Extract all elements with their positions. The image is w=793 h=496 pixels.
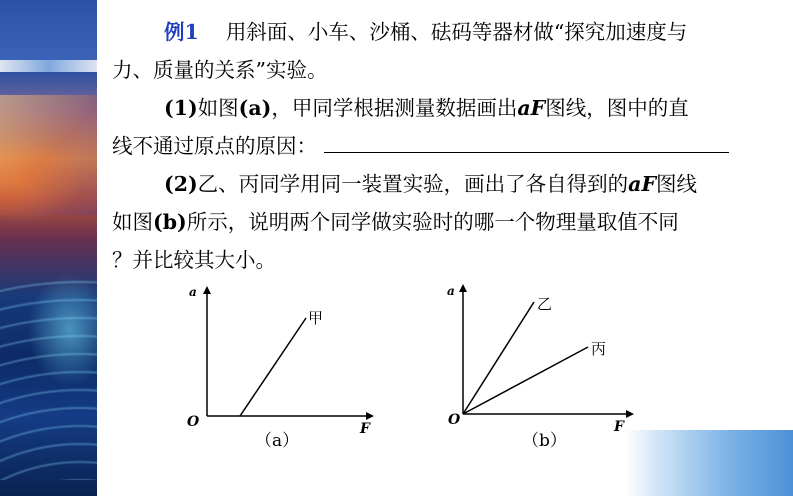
graph-b-line-1-label: 乙: [537, 295, 553, 313]
graph-b-caption: （b）: [522, 431, 567, 451]
part2-line-2-b: 所示，说明两个同学做实验时的哪一个物理量取值不同: [186, 210, 679, 234]
graph-b-line-1: [463, 302, 534, 414]
part2-variable: aF: [628, 172, 657, 196]
graph-a-x-label: F: [360, 421, 370, 437]
graph-b-origin: O: [448, 412, 461, 428]
part2-fig-ref: (b): [153, 210, 187, 234]
part1-line-2: 线不通过原点的原因：: [112, 134, 317, 158]
graph-a-y-label: a: [189, 285, 197, 299]
graph-b-line-2: [463, 347, 588, 414]
part1-number: (1): [164, 96, 198, 120]
graph-b-line-2-label: 丙: [591, 340, 607, 358]
part2-text-b: 图线: [656, 172, 698, 196]
part1-text-a: 如图: [197, 96, 239, 120]
intro-line-2: 力、质量的关系”实验。: [112, 58, 328, 82]
part2-line-3: ？并比较其大小。: [112, 248, 276, 272]
part1-variable: aF: [517, 96, 546, 120]
part1-fig-ref: (a): [238, 96, 272, 120]
part2-line-2-a: 如图: [112, 210, 153, 234]
part1-text-c: 图线，图中的直: [545, 96, 689, 120]
graph-a-caption: （a）: [255, 431, 300, 451]
graph-b-x-label: F: [614, 419, 624, 435]
graph-b-y-label: a: [447, 284, 455, 298]
part2-number: (2): [164, 172, 198, 196]
graph-a-line: [240, 318, 306, 416]
graph-a-line-label: 甲: [308, 309, 324, 327]
part1-text-b: ，甲同学根据测量数据画出: [271, 96, 518, 120]
intro-line-1: 用斜面、小车、沙桶、砝码等器材做“探究加速度与: [225, 20, 688, 44]
part2-text-a: 乙、丙同学用同一装置实验，画出了各自得到的: [197, 172, 629, 196]
graph-a-origin: O: [187, 414, 200, 430]
example-label: 例1: [164, 20, 199, 44]
